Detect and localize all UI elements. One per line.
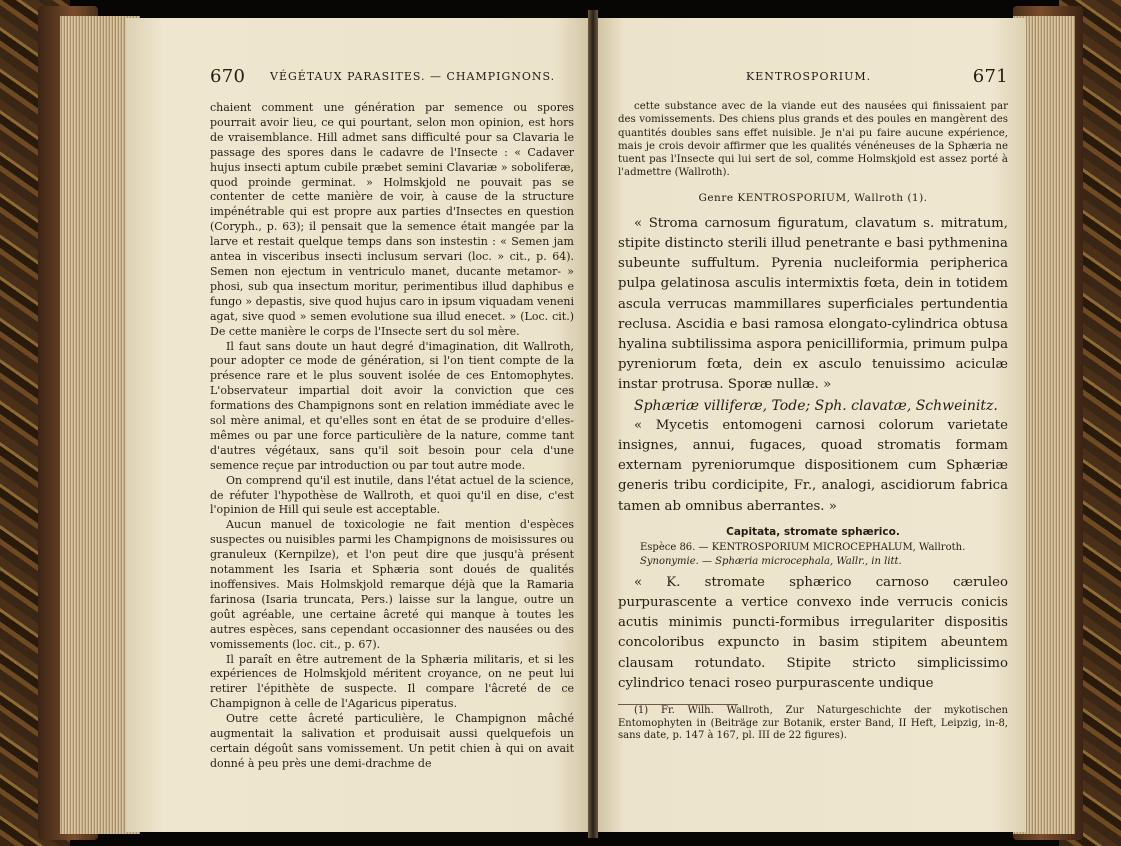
running-title: KENTROSPORIUM. bbox=[746, 70, 872, 83]
page-number: 670 bbox=[210, 66, 246, 87]
paragraph: Aucun manuel de toxicologie ne fait mention d'espèces suspectes ou nuisibles parmi les Champignons de moisissures ou granuleux (Kernpilze), et l'on peut dire que jusqu'à présent notamment les Isaria et Sphæria sont doués de qualités inoffensives. Mais Holmskjold remarque déjà que la Ramaria farinosa (Isaria truncata, Pers.) laisse sur la langue, outre un goût agréable, une certaine âcreté qui manque à toutes les autres espèces, sans cependant occasionner des nausées ou des vomissements (loc. cit., p. 67). bbox=[210, 518, 574, 651]
citation: Sphæriæ villiferæ, Tode; Sph. clavatæ, Schweinitz. bbox=[634, 397, 998, 414]
right-page bbox=[594, 18, 1026, 832]
footnote: (1) Fr. Wilh. Wallroth, Zur Naturgeschichte der mykotischen Entomophyten in (Beiträge zur Botanik, erster Band, II Heft, Leipzig, in-8, sans date, p. 147 à 167, pl. III de 22 figures). bbox=[618, 705, 1008, 742]
paragraph: Il paraît en être autrement de la Sphæria militaris, et si les expériences de Holmskjold méritent croyance, on ne peut lui retirer l'épithète de suspecte. Il compare l'âcreté de ce Champignon à celle de l'Agaricus piperatus. bbox=[210, 652, 574, 711]
right-body bbox=[618, 100, 1008, 743]
right-running-head bbox=[618, 66, 1008, 92]
left-body bbox=[210, 101, 574, 772]
left-running-head bbox=[210, 66, 574, 92]
paragraph: chaient comment une génération par semence ou spores pourrait avoir lieu, ce qui pourtant, selon mon opinion, est hors de vraisemblance. Hill admet sans difficulté pour sa Clavaria le passage des spores dans le cadavre de l'Insecte : « Cadaver hujus insecti aptum cubile præbet semini Clavariæ » soboliferæ, quod proinde germinat. » Holmskjold ne pouvait pas se contenter de cette manière de voir, à cause de la structure impénétrable qui est propre aux parties d'Insectes en question (Coryph., p. 63); il pensait que la semence était mangée par la larve et restait quelque temps dans son instestin : « Semen jam antea in visceribus insecti inclusum servari (loc. » cit., p. 64). Semen non ejectum in ventriculo manet, ducante metamor- » phosi, sub qua insectum moritur, perimentibus illud daphibus e fungo » depastis, sive quod hujus caro in ipsum viquadam veneni agat, sive quod » semen evolutione sua illud enecet. » (Loc. cit.) De cette manière le corps de l'Insecte sert du sol mère. bbox=[210, 101, 574, 338]
latin-description: « Stroma carnosum figuratum, clavatum s. mitratum, stipite distincto sterili illud penetrante e basi pythmenina subeunte suffultum. Pyrenia nucleiformia peripherica pulpa gelatinosa asculis intermixtis fœta, dein in totidem ascula verrucas mammillares superficiales pertundentia reclusa. Ascidia e basi ramosa elongato-cylindrica obtusa hyalina subtilissima aspora penicilliformia, primum pulpa pyreniorum fœta, dein ex asculo tenuissimo aciculæ instar protrusa. Sporæ nullæ. » bbox=[618, 215, 1008, 393]
paragraph: On comprend qu'il est inutile, dans l'état actuel de la science, de réfuter l'hypothèse de Wallroth, et quoi qu'il en dise, c'est l'opinion de Hill qui seule est acceptable. bbox=[210, 473, 574, 517]
paragraph: Outre cette âcreté particulière, le Champignon mâché augmentait la salivation et produisait aussi quelquefois un certain dégoût sans vomissement. Un petit chien à qui on avait donné à peu près une demi-drachme de bbox=[210, 712, 574, 770]
paragraph: cette substance avec de la viande eut des nausées qui finissaient par des vomissements. Des chiens plus grands et des poules en mangèrent des quantités doubles sans effet nuisible. Je n'ai pu faire aucune expérience, mais je crois devoir affirmer que les qualités vénéneuses de la Sphæria ne tuent pas l'Insecte qui lui sert de sol, comme Holmskjold est assez porté à l'admettre (Wallroth). bbox=[618, 101, 1008, 179]
paragraph: Il faut sans doute un haut degré d'imagination, dit Wallroth, pour adopter ce mode de génération, si l'on tient compte de la présence rare et le plus souvent isolée de ces Entomophytes. L'observateur impartial doit avoir la conviction que ces formations des Champignons sont en relation immédiate avec le sol mère animal, et qu'elles sont en état de se produire d'elles-mêmes ou par une force particulière de la nature, comme tant d'autres végétaux, sans qu'il soit besoin pour cela d'une semence reçue par introduction ou par tout autre mode. bbox=[210, 339, 574, 472]
latin-description: « K. stromate sphærico carnoso cæruleo purpurascente a vertice convexo inde verrucis conicis acutis minimis puncti-formibus irregulariter dispositis concoloribus expuncto in basim stipitem abeuntem clausam rotundato. Stipite stricto simplicissimo cylindrico tenaci roseo purpurascente undique bbox=[618, 574, 1008, 691]
left-page bbox=[126, 18, 592, 832]
genre-heading: Genre KENTROSPORIUM, Wallroth (1). bbox=[698, 191, 928, 204]
page-number: 671 bbox=[972, 66, 1008, 87]
section-heading: Capitata, stromate sphærico. bbox=[726, 525, 900, 538]
species-heading: Espèce 86. — KENTROSPORIUM MICROCEPHALUM, Wallroth. bbox=[640, 541, 966, 553]
latin-description: « Mycetis entomogeni carnosi colorum varietate insignes, annui, fugaces, quoad stromatis formam externam pyreniorumque dispositionem cum Sphæriæ generis tribu cordicipite, Fr., analogi, ascidiorum fabrica tamen ab omnibus aberrantes. » bbox=[618, 417, 1008, 514]
book-gutter bbox=[588, 10, 598, 838]
synonymy: Synonymie. — Sphæria microcephala, Wallr., in litt. bbox=[640, 555, 902, 567]
running-title: VÉGÉTAUX PARASITES. — CHAMPIGNONS. bbox=[270, 70, 556, 83]
